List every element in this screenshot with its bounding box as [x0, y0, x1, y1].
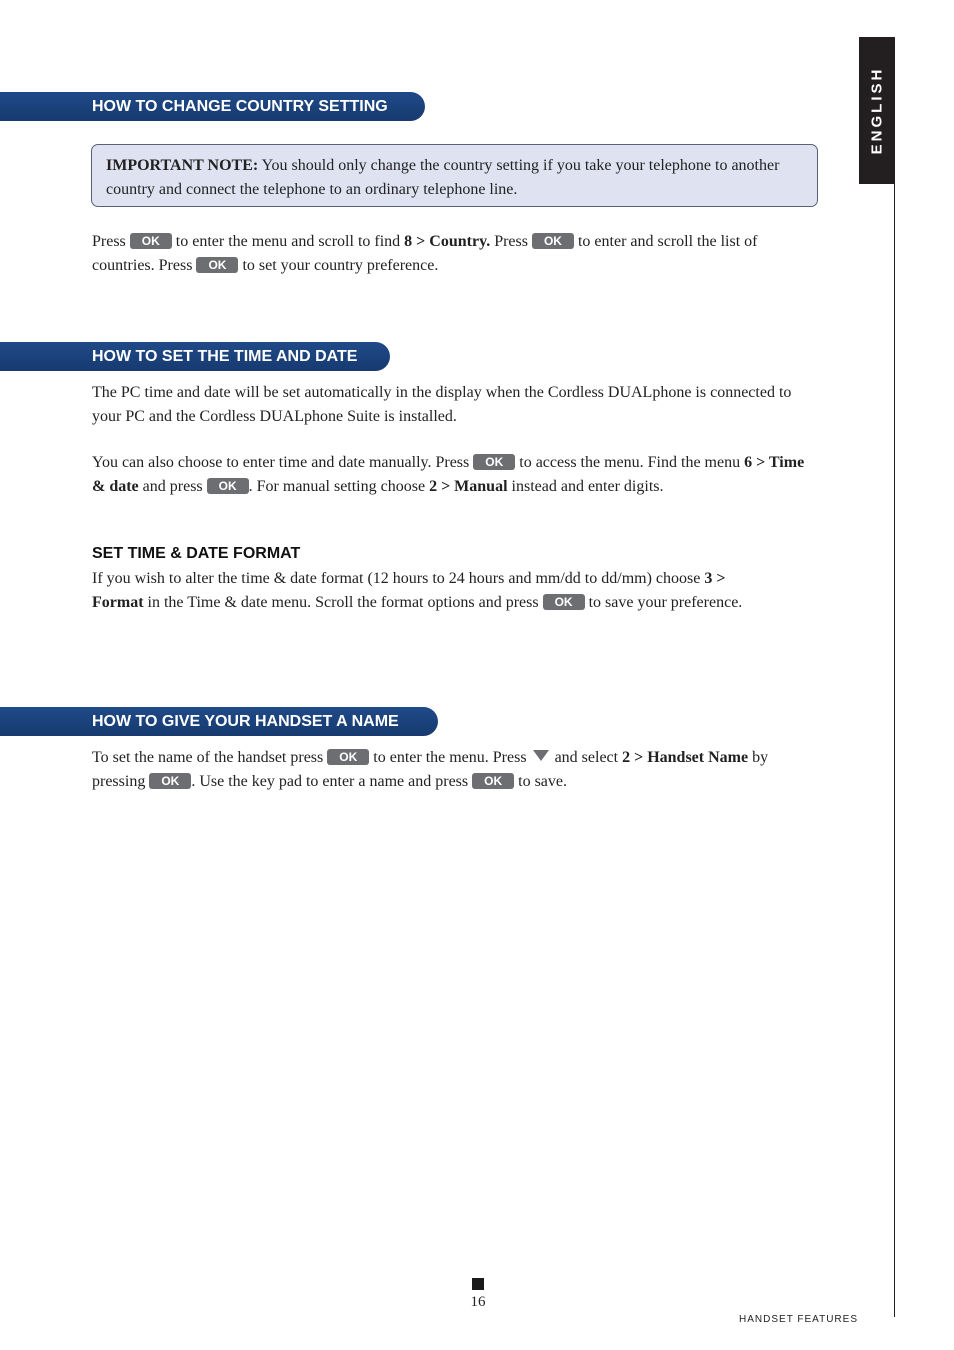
time-date-manual-text [92, 451, 812, 498]
section-heading-handset-name: HOW TO GIVE YOUR HANDSET A NAME [0, 707, 438, 736]
text: to save your preference. [584, 593, 743, 611]
menu-path: 3 > Format [92, 570, 726, 611]
note-label: IMPORTANT NOTE: [106, 157, 259, 174]
language-tab-label: ENGLISH [868, 66, 886, 155]
language-tab [859, 37, 895, 184]
page-number: 16 [470, 1294, 486, 1310]
ok-key-icon: OK [207, 478, 249, 494]
text: To set the name of the handset press [92, 749, 328, 766]
text: and select [550, 749, 623, 766]
menu-path: 6 > Time & date [92, 454, 805, 495]
menu-path: 2 > Manual [429, 477, 508, 495]
important-note [91, 144, 818, 207]
section-heading-country: HOW TO CHANGE COUNTRY SETTING [0, 92, 425, 121]
text: Press [92, 233, 130, 250]
section-heading-time-date: HOW TO SET THE TIME AND DATE [0, 342, 390, 371]
down-arrow-icon [533, 750, 549, 761]
ok-key-icon: OK [196, 257, 238, 273]
ok-key-icon: OK [327, 749, 369, 765]
ok-key-icon: OK [472, 773, 514, 789]
text: You can also choose to enter time and date manually. Press [92, 454, 474, 471]
ok-key-icon: OK [473, 454, 515, 470]
text: in the Time & date menu. Scroll the format options and press [143, 593, 543, 611]
text: to access the menu. Find the menu [515, 454, 745, 471]
page-marker-icon [472, 1278, 484, 1290]
text: Press [490, 233, 532, 250]
text: to save. [514, 772, 567, 790]
time-date-auto-text: The PC time and date will be set automatically in the display when the Cordless DUALphone is connected to your PC and the Cordless DUALphone Suite is installed. [92, 384, 792, 425]
text: . Use the key pad to enter a name and press [191, 772, 473, 790]
text: to enter the menu and scroll to find [171, 233, 405, 250]
text: by pressing [92, 749, 769, 790]
footer-section-title: HANDSET FEATURES [739, 1314, 858, 1325]
text: to set your country preference. [238, 256, 439, 274]
text: to enter and scroll the list of countries. Press [92, 233, 758, 274]
ok-key-icon: OK [149, 773, 191, 789]
format-instructions [92, 567, 752, 614]
text: . For manual setting choose [248, 477, 430, 495]
ok-key-icon: OK [543, 594, 585, 610]
side-rule [894, 37, 895, 1317]
text: instead and enter digits. [507, 477, 664, 495]
menu-path: 2 > Handset Name [622, 749, 749, 766]
subheading-format: SET TIME & DATE FORMAT [92, 545, 301, 562]
ok-key-icon: OK [532, 233, 574, 249]
note-text: You should only change the country setting if you take your telephone to another country and connect the telephone to an ordinary telephone line. [106, 157, 780, 198]
text: and press [138, 477, 207, 495]
text: If you wish to alter the time & date format (12 hours to 24 hours and mm/dd to dd/mm) choose [92, 570, 705, 587]
text: to enter the menu. Press [369, 749, 531, 766]
ok-key-icon: OK [130, 233, 172, 249]
menu-path: 8 > Country. [404, 233, 491, 250]
country-instructions [92, 230, 812, 277]
handset-name-instructions [92, 746, 792, 793]
